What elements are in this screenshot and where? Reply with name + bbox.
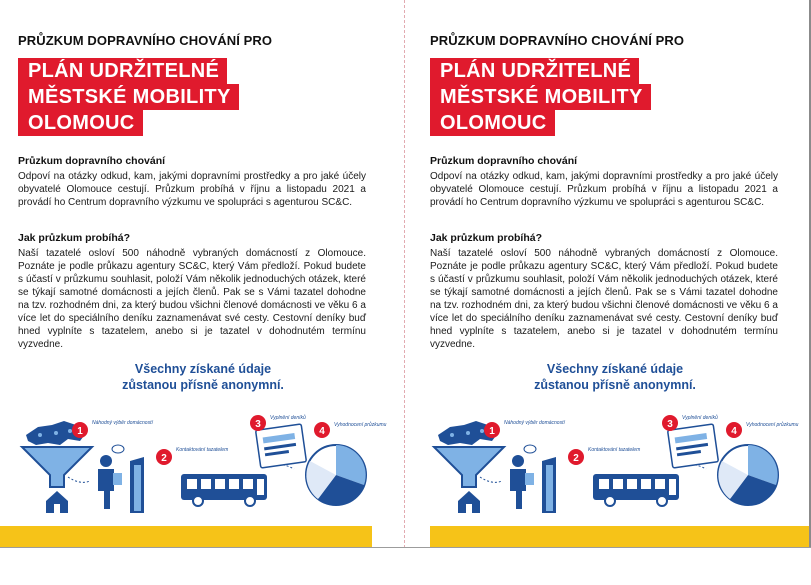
step-3-badge	[662, 415, 678, 431]
step-1-number: 1	[77, 426, 83, 437]
process-infographic	[430, 405, 799, 520]
anonymity-note	[430, 361, 800, 393]
funnel-icon	[22, 447, 92, 487]
section-heading-survey: Průzkum dopravního chování	[430, 155, 578, 167]
step-1-label: Náhodný výběr domácností	[504, 420, 565, 426]
section-heading-process: Jak průzkum probíhá?	[18, 232, 131, 244]
anonymity-line: zůstanou přísně anonymní.	[534, 378, 696, 392]
anonymity-line: zůstanou přísně anonymní.	[122, 378, 284, 392]
step-3-label: Vyplnění deníků	[682, 415, 718, 421]
step-2-label: Kontaktování tazatelem	[176, 447, 229, 453]
step-1-number: 1	[489, 426, 495, 437]
step-2-label: Kontaktování tazatelem	[588, 447, 641, 453]
step-3-badge	[250, 415, 266, 431]
speech-bubble-icon	[112, 445, 124, 453]
step-2-number: 2	[161, 453, 167, 464]
step-4-label: Vyhodnocení průzkumu	[746, 422, 799, 428]
kicker-heading: PRŮZKUM DOPRAVNÍHO CHOVÁNÍ PRO	[430, 33, 685, 48]
bus-icon	[593, 474, 679, 506]
title-block	[430, 58, 651, 136]
step-2-number: 2	[573, 453, 579, 464]
diary-icon	[256, 424, 307, 468]
title-line: OLOMOUC	[430, 110, 555, 136]
person-icon	[510, 455, 534, 509]
house-icon	[458, 491, 480, 513]
leaflet-left	[18, 0, 398, 548]
pie-chart-icon	[718, 445, 778, 505]
pie-chart-icon	[306, 445, 366, 505]
fold-line	[404, 0, 405, 548]
section-heading-survey: Průzkum dopravního chování	[18, 155, 166, 167]
leaflet-right	[430, 0, 810, 548]
title-line: MĚSTSKÉ MOBILITY	[430, 84, 651, 110]
section-text-process: Naší tazatelé osloví 500 náhodně vybraných domácností z Olomouce. Poznáte je podle průkazu agentury SC&C, který Vám předloží. Pokud budete s účastí v průzkumu souhlasit, položí Vám několik jednoduchých otázek, které se týkají samotné domácnosti a jejích členů. Pak se s Vámi tazatel dohodne na tzv. rozhodném dni, za který budou všichni členové domácnosti ve věku 6 a více let do speciálního deníku zaznamenávat své cesty. Cestovní deníky buď hned vyplníte s tazatelem, anebo si je tazatel v dohodnutém termínu vyzvedne.	[18, 248, 366, 350]
section-heading-process: Jak průzkum probíhá?	[430, 232, 543, 244]
kicker-heading: PRŮZKUM DOPRAVNÍHO CHOVÁNÍ PRO	[18, 33, 273, 48]
house-icon	[46, 491, 68, 513]
funnel-icon	[434, 447, 504, 487]
anonymity-note	[18, 361, 388, 393]
title-line: MĚSTSKÉ MOBILITY	[18, 84, 239, 110]
step-4-badge	[726, 422, 742, 438]
title-block	[18, 58, 239, 136]
step-4-badge	[314, 422, 330, 438]
door-icon	[542, 457, 556, 513]
step-3-number: 3	[255, 419, 261, 430]
section-text-survey: Odpoví na otázky odkud, kam, jakými dopravními prostředky a pro jaké účely obyvatelé Olomouce cestují. Průzkum probíhá v říjnu a listopadu 2021 a provádí ho Centrum dopravního výzkumu ve spolupráci s agenturou SC&C.	[430, 171, 778, 208]
step-2-badge	[568, 449, 584, 465]
step-1-badge	[484, 422, 500, 438]
process-infographic	[18, 405, 387, 520]
section-text-survey: Odpoví na otázky odkud, kam, jakými dopravními prostředky a pro jaké účely obyvatelé Olomouce cestují. Průzkum probíhá v říjnu a listopadu 2021 a provádí ho Centrum dopravního výzkumu ve spolupráci s agenturou SC&C.	[18, 171, 366, 208]
person-icon	[98, 455, 122, 509]
footer-strip	[430, 526, 809, 548]
title-line: OLOMOUC	[18, 110, 143, 136]
step-1-badge	[72, 422, 88, 438]
step-3-number: 3	[667, 419, 673, 430]
anonymity-line: Všechny získané údaje	[134, 362, 272, 376]
step-4-label: Vyhodnocení průzkumu	[334, 422, 387, 428]
step-1-label: Náhodný výběr domácností	[92, 420, 153, 426]
anonymity-line: Všechny získané údaje	[546, 362, 684, 376]
section-text-process: Naší tazatelé osloví 500 náhodně vybraných domácností z Olomouce. Poznáte je podle průkazu agentury SC&C, který Vám předloží. Pokud budete s účastí v průzkumu souhlasit, položí Vám několik jednoduchých otázek, které se týkají samotné domácnosti a jejích členů. Pak se s Vámi tazatel dohodne na tzv. rozhodném dni, za který budou všichni členové domácnosti ve věku 6 a více let do speciálního deníku zaznamenávat své cesty. Cestovní deníky buď hned vyplníte s tazatelem, anebo si je tazatel v dohodnutém termínu vyzvedne.	[430, 248, 778, 350]
speech-bubble-icon	[524, 445, 536, 453]
step-4-number: 4	[319, 426, 325, 437]
title-line: PLÁN UDRŽITELNÉ	[430, 58, 639, 84]
step-2-badge	[156, 449, 172, 465]
bottom-margin	[0, 548, 811, 585]
footer-strip	[0, 526, 372, 548]
door-icon	[130, 457, 144, 513]
bus-icon	[181, 474, 267, 506]
step-4-number: 4	[731, 426, 737, 437]
title-line: PLÁN UDRŽITELNÉ	[18, 58, 227, 84]
step-3-label: Vyplnění deníků	[270, 415, 306, 421]
diary-icon	[668, 424, 719, 468]
